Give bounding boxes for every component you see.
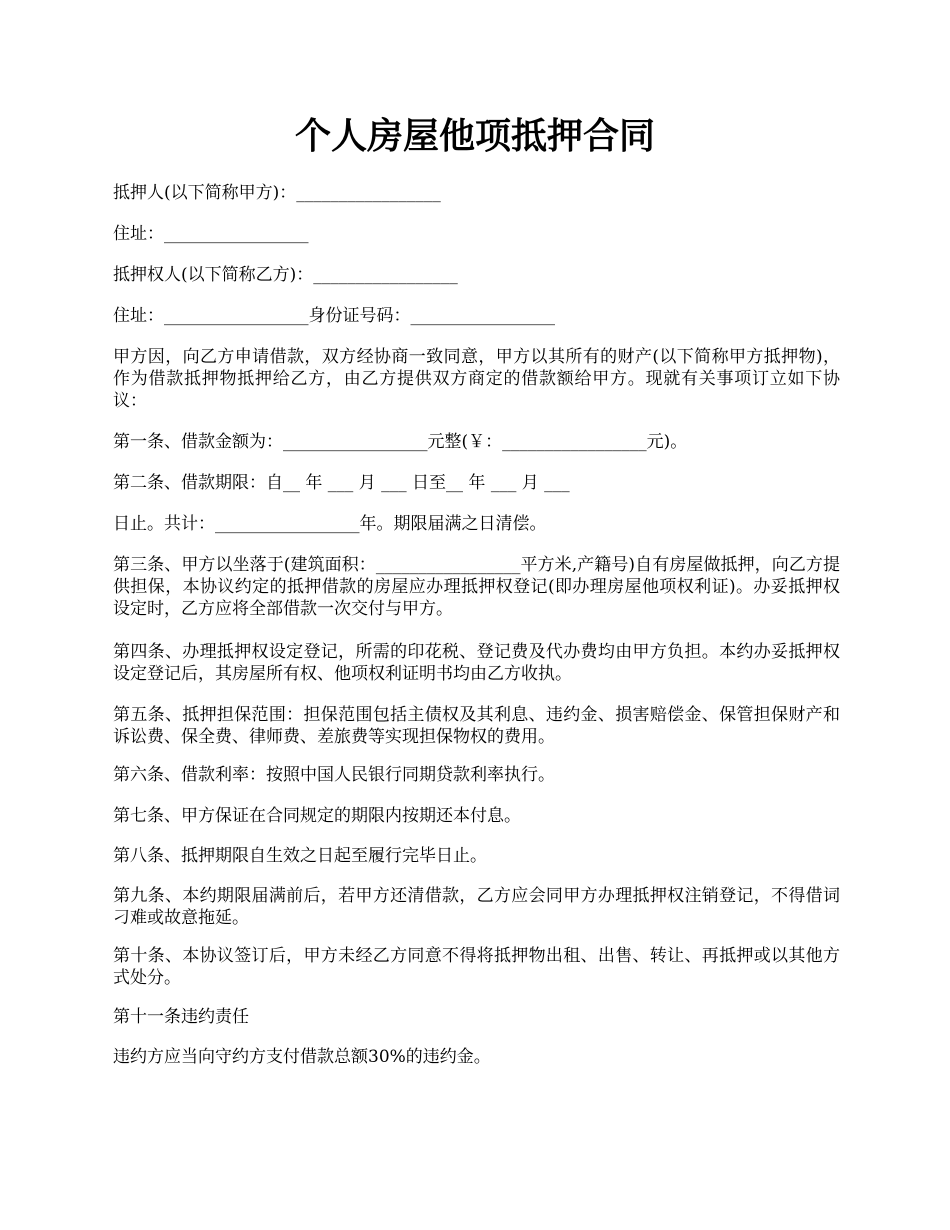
article-4: 第四条、办理抵押权设定登记，所需的印花税、登记费及代办费均由甲方负担。本约办妥抵押权设定登记后，其房屋所有权、他项权利证明书均由乙方收执。 (113, 642, 840, 684)
article-3: 第三条、甲方以坐落于(建筑面积：_________________平方米,产籍号)自有房屋做抵押，向乙方提供担保，本协议约定的抵押借款的房屋应办理抵押权登记(即办理房屋他项权利证)。办妥抵押权设定时，乙方应将全部借款一次交付与甲方。 (113, 555, 840, 619)
article-6: 第六条、借款利率：按照中国人民银行同期贷款利率执行。 (113, 765, 555, 785)
mortgagee-address-id-line: 住址：_________________身份证号码：_________________ (113, 306, 555, 326)
article-10: 第十条、本协议签订后，甲方未经乙方同意不得将抵押物出租、出售、转让、再抵押或以其他方式处分。 (113, 946, 840, 988)
article-8: 第八条、抵押期限自生效之日起至履行完毕日止。 (113, 846, 487, 866)
article-11-heading: 第十一条违约责任 (113, 1007, 249, 1027)
mortgagor-line: 抵押人(以下简称甲方)：_________________ (113, 183, 441, 203)
article-9: 第九条、本约期限届满前后，若甲方还清借款，乙方应会同甲方办理抵押权注销登记，不得借词刁难或故意拖延。 (113, 886, 840, 928)
article-1: 第一条、借款金额为：_________________元整(￥：_________________元)。 (113, 432, 688, 452)
article-2: 第二条、借款期限：自__ 年 ___ 月 ___ 日至__ 年 ___ 月 ___ (113, 473, 570, 493)
mortgagee-line: 抵押权人(以下简称乙方)：_________________ (113, 265, 458, 285)
article-5: 第五条、抵押担保范围：担保范围包括主债权及其利息、违约金、损害赔偿金、保管担保财产和诉讼费、保全费、律师费、差旅费等实现担保物权的费用。 (113, 705, 840, 747)
article-7: 第七条、甲方保证在合同规定的期限内按期还本付息。 (113, 806, 521, 826)
preamble-paragraph: 甲方因，向乙方申请借款，双方经协商一致同意，甲方以其所有的财产(以下简称甲方抵押物)，作为借款抵押物抵押给乙方，由乙方提供双方商定的借款额给甲方。现就有关事项订立如下协议： (113, 347, 840, 411)
article-2-continued: 日止。共计：_________________年。期限届满之日清偿。 (113, 514, 547, 534)
contract-title: 个人房屋他项抵押合同 (294, 115, 655, 157)
article-11-body: 违约方应当向守约方支付借款总额30%的违约金。 (113, 1047, 491, 1067)
mortgagor-address-line: 住址：_________________ (113, 224, 309, 244)
